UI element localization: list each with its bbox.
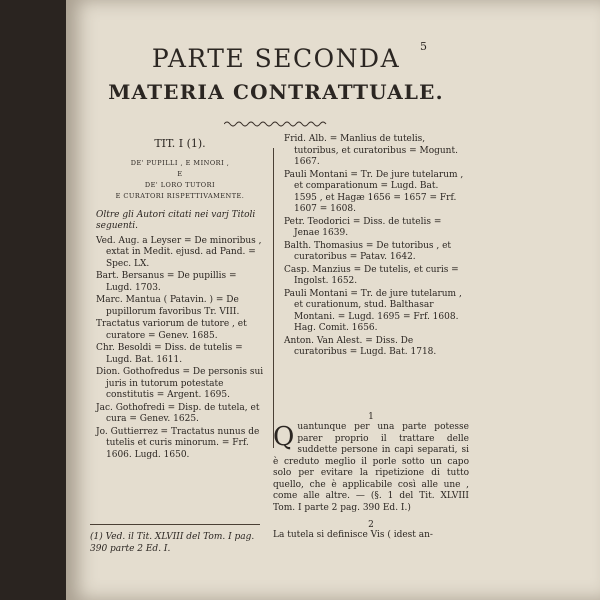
section-number-1: 1 [368, 412, 374, 422]
part-subtitle: MATERIA CONTRATTUALE. [108, 80, 444, 104]
bib-entry: Pauli Montani = Tr. De jure tutelarum , et comparationum = Lugd. Bat. 1595 , et Hagæ 1656 = 1657 = Frf. 1607 = 1608. [284, 169, 464, 214]
bib-entry: Marc. Mantua ( Patavin. ) = De pupillorum favoribus Tr. VIII. [96, 295, 240, 317]
title-desc-1: DE' PUPILLI , E MINORI , [130, 158, 230, 167]
footnote: (1) Ved. il Tit. XLVIII del Tom. I pag. 390 parte 2 Ed. I. [90, 532, 255, 554]
bib-entry: Frid. Alb. = Manlius de tutelis, tutoribus, et curatoribus = Mogunt. 1667. [284, 134, 458, 167]
section-paragraph-1 [273, 422, 469, 514]
bib-entry: Anton. Van Alest. = Diss. De curatoribus = Lugd. Bat. 1718. [284, 335, 437, 357]
title-desc-4: E CURATORI RISPETTIVAMENTE. [115, 191, 245, 200]
section-number-2: 2 [368, 520, 374, 530]
bib-entry: Petr. Teodorici = Diss. de tutelis = Jenae 1639. [284, 216, 442, 238]
title-heading: TIT. I (1). [154, 137, 206, 150]
section-text-2: La tutela si definisce Vis ( idest an- [273, 530, 433, 540]
bib-entry: Tractatus variorum de tutore , et curatore = Genev. 1685. [96, 319, 247, 341]
bib-entry: Pauli Montani = Tr. de jure tutelarum , et curationum, stud. Balthasar Montani. = Lugd. 1695 = Frf. 1608. Hag. Comit. 1656. [284, 288, 462, 333]
drop-cap: Q [273, 422, 295, 452]
bib-entry: Balth. Thomasius = De tutoribus , et curatoribus = Patav. 1642. [284, 240, 452, 262]
bib-entry: Dion. Gothofredus = De personis sui juris in tutorum potestate constitutis = Argent. 1695. [96, 367, 264, 400]
bib-entry: Jo. Guttierrez = Tractatus nunus de tutelis et curis minorum. = Frf. 1606. Lugd. 1650. [96, 426, 260, 460]
footnote-rule [90, 524, 260, 525]
part-title: PARTE SECONDA [151, 44, 401, 73]
title-desc-3: DE' LORO TUTORI [144, 180, 216, 189]
bib-entry: Chr. Besoldi = Diss. de tutelis = Lugd. Bat. 1611. [96, 343, 243, 365]
body-text [273, 412, 469, 542]
book-page [66, 0, 600, 600]
authors-intro: Oltre gli Autori citati nei varj Titoli seguenti. [96, 209, 256, 231]
left-column [96, 132, 264, 462]
bib-entry: Bart. Bersanus = De pupillis = Lugd. 1703. [96, 271, 237, 293]
bib-entry: Jac. Gothofredi = Disp. de tutela, et cura = Genev. 1625. [96, 402, 260, 424]
bib-entry: Casp. Manzius = De tutelis, et curis = Ingolst. 1652. [284, 264, 459, 286]
right-column [284, 134, 464, 360]
title-desc-2: E [177, 169, 183, 178]
bib-entry: Ved. Aug. a Leyser = De minoribus , extat in Medit. ejusd. ad Pand. = Spec. LX. [96, 235, 262, 269]
decorative-rule [224, 120, 328, 128]
column-divider [273, 148, 274, 448]
section-text-1: uantunque per una parte potesse parer proprio il trattare delle suddette persone in capi separati, si è creduto meglio il porle sotto un capo solo per evitare la ripetizione di tutto quello, che è applicabile così alle une , come alle altre. — (§. 1 del Tit. XLVIII Tom. I parte 2 pag. 390 Ed. I.) [273, 422, 469, 513]
page-number: 5 [420, 40, 427, 53]
